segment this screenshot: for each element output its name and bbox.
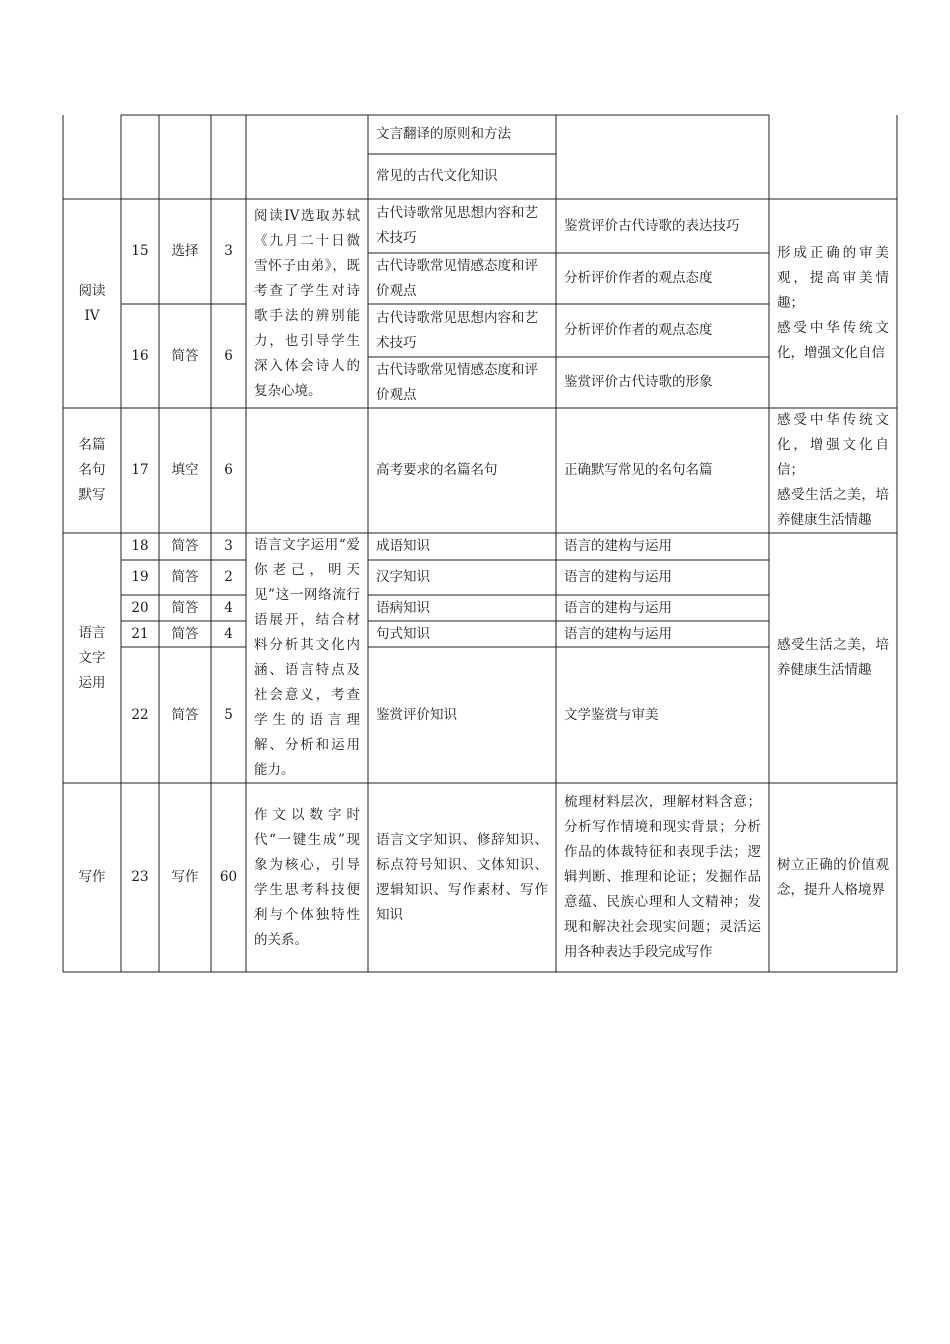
q19-number bbox=[121, 560, 159, 595]
writing-literacy bbox=[769, 783, 897, 972]
q16-ability-a-text: 分析评价作者的观点态度 bbox=[564, 322, 713, 338]
cont-content-1 bbox=[368, 115, 556, 154]
q23-number bbox=[121, 783, 159, 972]
q22-score-text: 5 bbox=[224, 706, 233, 723]
reading4-description-text: 阅读IV选取苏轼《九月二十日微雪怀子由弟》，既考查了学生对诗歌手法的辨别能力，也引导学生深入体会诗人的复杂心境。 bbox=[254, 207, 360, 399]
recitation-literacy bbox=[769, 408, 897, 533]
q18-type-text: 简答 bbox=[171, 538, 199, 554]
q22-number-text: 22 bbox=[131, 706, 149, 723]
q16-score bbox=[211, 304, 246, 408]
q22-content bbox=[368, 647, 556, 783]
q17-score-text: 6 bbox=[224, 462, 233, 478]
writing-section bbox=[63, 783, 121, 972]
q15-number bbox=[121, 199, 159, 304]
q21-number-text: 21 bbox=[131, 625, 149, 642]
q23-ability bbox=[556, 783, 769, 972]
q15-number-text: 15 bbox=[131, 243, 149, 259]
q19-number-text: 19 bbox=[131, 569, 149, 585]
q20-content-text: 语病知识 bbox=[376, 599, 430, 616]
q15-score-text: 3 bbox=[224, 243, 233, 259]
q17-content bbox=[368, 408, 556, 533]
q22-ability-text: 文学鉴赏与审美 bbox=[564, 706, 659, 723]
q19-content-text: 汉字知识 bbox=[376, 569, 430, 585]
q16-number bbox=[121, 304, 159, 408]
q16-ability-b-text: 鉴赏评价古代诗歌的形象 bbox=[564, 374, 713, 390]
q19-content bbox=[368, 560, 556, 595]
q16-content-b-text: 古代诗歌常见情感态度和评价观点 bbox=[376, 361, 538, 403]
q15-content-a bbox=[368, 199, 556, 253]
q15-content-b bbox=[368, 253, 556, 304]
writing-description bbox=[246, 783, 368, 972]
q21-number bbox=[121, 621, 159, 647]
language-description bbox=[246, 533, 368, 783]
reading4-literacy-text: 形成正确的审美观，提高审美情趣； 感受中华传统文化，增强文化自信 bbox=[777, 245, 889, 361]
q22-score bbox=[211, 647, 246, 783]
q17-score bbox=[211, 408, 246, 533]
language-description-text: 语言文字运用“爱你老己，明天见”这一网络流行语展开，结合材料分析其文化内涵、语言特点及社会意义，考查学生的语言理解、分析和运用能力。 bbox=[254, 537, 360, 778]
q23-ability-text: 梳理材料层次，理解材料含意；分析写作情境和现实背景；分析作品的体裁特征和表现手法；逻辑判断、推理和论证；发掘作品意蕴、民族心理和人文精神；发现和解决社会现实问题；灵活运用各种表达手段完成写作 bbox=[564, 794, 761, 960]
q15-ability-a bbox=[556, 199, 769, 253]
q23-number-text: 23 bbox=[131, 869, 149, 885]
q20-number-text: 20 bbox=[131, 599, 149, 616]
q20-number bbox=[121, 595, 159, 621]
q20-type bbox=[159, 595, 211, 621]
q15-ability-b bbox=[556, 253, 769, 304]
q16-number-text: 16 bbox=[131, 347, 149, 364]
q20-score bbox=[211, 595, 246, 621]
q15-ability-a-text: 鉴赏评价古代诗歌的表达技巧 bbox=[564, 217, 740, 234]
q19-ability-text: 语言的建构与运用 bbox=[564, 569, 672, 585]
q15-type-text: 选择 bbox=[171, 243, 199, 259]
q17-ability bbox=[556, 408, 769, 533]
q23-score-text: 60 bbox=[219, 869, 238, 885]
q15-ability-b-text: 分析评价作者的观点态度 bbox=[564, 270, 713, 286]
q18-number-text: 18 bbox=[131, 538, 149, 554]
q23-type-text: 写作 bbox=[171, 869, 199, 885]
q21-content bbox=[368, 621, 556, 647]
q19-ability bbox=[556, 560, 769, 595]
recitation-literacy-text: 感受中华传统文化，增强文化自信； 感受生活之美，培养健康生活情趣 bbox=[777, 412, 889, 528]
language-section bbox=[63, 533, 121, 783]
q17-type-text: 填空 bbox=[171, 462, 199, 478]
writing-section-text: 写作 bbox=[78, 869, 106, 885]
cont-content-2 bbox=[368, 154, 556, 199]
q18-ability bbox=[556, 533, 769, 560]
q23-score bbox=[211, 783, 246, 972]
q20-score-text: 4 bbox=[224, 599, 233, 616]
q17-ability-text: 正确默写常见的名句名篇 bbox=[564, 462, 713, 478]
q18-content-text: 成语知识 bbox=[376, 538, 430, 554]
cont-content-2-text: 常见的古代文化知识 bbox=[376, 168, 498, 184]
q19-type-text: 简答 bbox=[171, 569, 199, 585]
q23-content-text: 语言文字知识、修辞知识、标点符号知识、文体知识、逻辑知识、写作素材、写作知识 bbox=[376, 831, 548, 923]
writing-literacy-text: 树立正确的价值观念，提升人格境界 bbox=[777, 856, 889, 898]
q18-ability-text: 语言的建构与运用 bbox=[564, 538, 672, 554]
q22-content-text: 鉴赏评价知识 bbox=[376, 706, 457, 723]
q15-content-b-text: 古代诗歌常见情感态度和评价观点 bbox=[376, 257, 538, 299]
q16-type-text: 简答 bbox=[171, 347, 199, 364]
q18-type bbox=[159, 533, 211, 560]
language-literacy-text: 感受生活之美，培养健康生活情趣 bbox=[777, 637, 889, 678]
language-section-text: 语言 文字 运用 bbox=[78, 624, 106, 691]
q22-type bbox=[159, 647, 211, 783]
q20-type-text: 简答 bbox=[171, 599, 199, 616]
q18-number bbox=[121, 533, 159, 560]
q19-score bbox=[211, 560, 246, 595]
q21-ability-text: 语言的建构与运用 bbox=[564, 625, 672, 642]
q19-score-text: 2 bbox=[224, 569, 233, 585]
reading4-description bbox=[246, 199, 368, 408]
recitation-section-text: 名篇 名句 默写 bbox=[78, 437, 106, 503]
q15-content-a-text: 古代诗歌常见思想内容和艺术技巧 bbox=[376, 205, 538, 246]
language-literacy bbox=[769, 533, 897, 783]
q18-content bbox=[368, 533, 556, 560]
q19-type bbox=[159, 560, 211, 595]
q23-content bbox=[368, 783, 556, 972]
q23-type bbox=[159, 783, 211, 972]
q22-ability bbox=[556, 647, 769, 783]
recitation-section bbox=[63, 408, 121, 533]
q21-content-text: 句式知识 bbox=[376, 625, 430, 642]
cont-content-1-text: 文言翻译的原则和方法 bbox=[376, 126, 511, 142]
q16-score-text: 6 bbox=[224, 347, 233, 364]
q15-type bbox=[159, 199, 211, 304]
q21-score-text: 4 bbox=[224, 625, 233, 642]
q16-content-a-text: 古代诗歌常见思想内容和艺术技巧 bbox=[376, 309, 538, 351]
writing-description-text: 作文以数字时代“一键生成”现象为核心，引导学生思考科技便利与个体独特性的关系。 bbox=[254, 806, 360, 948]
q20-content bbox=[368, 595, 556, 621]
recitation-description bbox=[246, 408, 368, 533]
q16-ability-a bbox=[556, 304, 769, 357]
q15-score bbox=[211, 199, 246, 304]
q16-content-b bbox=[368, 357, 556, 408]
q21-type-text: 简答 bbox=[171, 625, 199, 642]
q21-score bbox=[211, 621, 246, 647]
q17-number bbox=[121, 408, 159, 533]
q16-ability-b bbox=[556, 357, 769, 408]
q17-content-text: 高考要求的名篇名句 bbox=[376, 462, 498, 478]
q16-content-a bbox=[368, 304, 556, 357]
q22-number bbox=[121, 647, 159, 783]
q20-ability-text: 语言的建构与运用 bbox=[564, 599, 672, 616]
q21-ability bbox=[556, 621, 769, 647]
q18-score-text: 3 bbox=[224, 538, 233, 554]
reading4-literacy bbox=[769, 199, 897, 408]
q17-number-text: 17 bbox=[131, 462, 149, 478]
reading4-section bbox=[63, 199, 121, 408]
reading4-section-text: 阅读 IV bbox=[78, 282, 106, 324]
q17-type bbox=[159, 408, 211, 533]
q21-type bbox=[159, 621, 211, 647]
q16-type bbox=[159, 304, 211, 408]
q18-score bbox=[211, 533, 246, 560]
q20-ability bbox=[556, 595, 769, 621]
q22-type-text: 简答 bbox=[171, 706, 199, 723]
